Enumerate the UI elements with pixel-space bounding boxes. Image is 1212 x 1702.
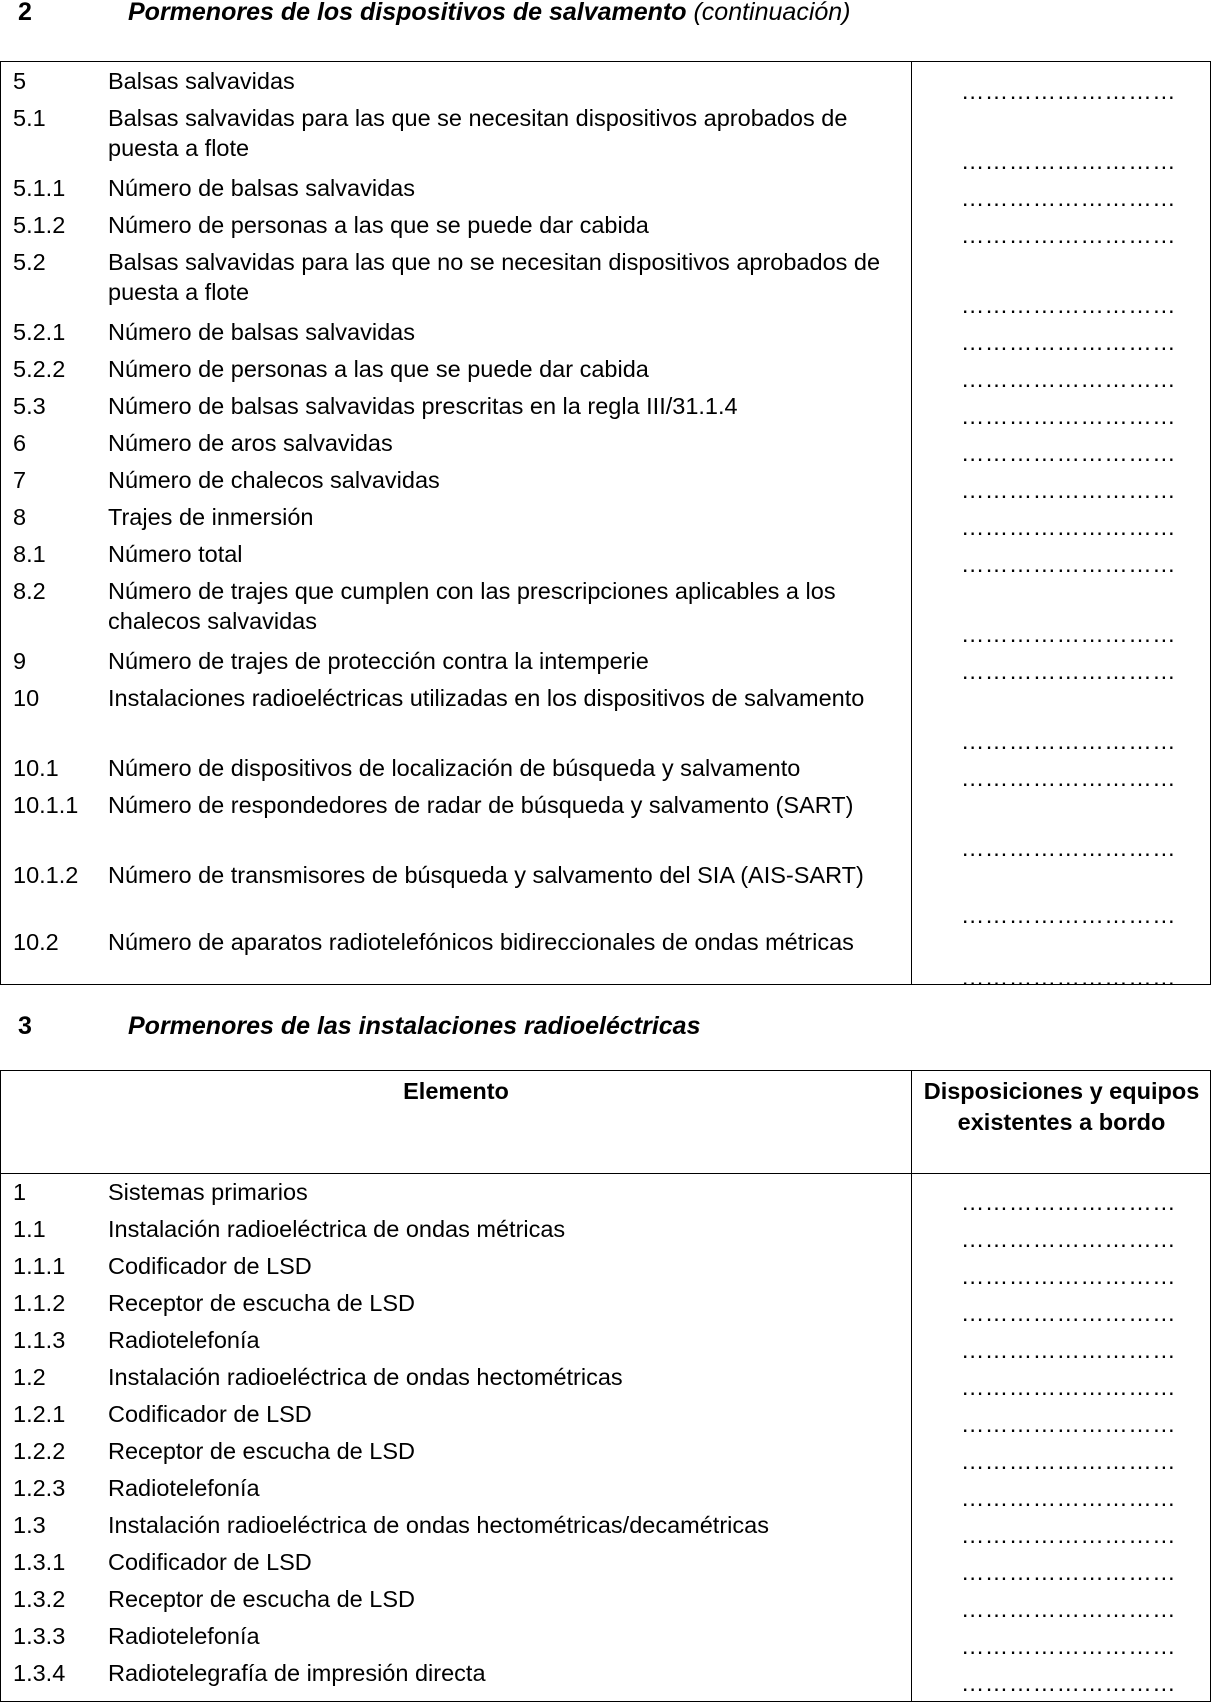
section-title-text: Pormenores de las instalaciones radioeléctricas	[128, 1012, 701, 1040]
row-label: Número de aros salvavidas	[108, 430, 393, 456]
row-value-blank: ………………………	[960, 1262, 1176, 1289]
row-label: Instalaciones radioeléctricas utilizadas en los dispositivos de salvamento	[108, 685, 865, 711]
table-row	[1, 861, 1210, 928]
row-value-blank: ………………………	[960, 1410, 1176, 1437]
row-number: 5.3	[13, 393, 46, 419]
section-title	[128, 0, 851, 27]
table-rows	[1, 1178, 1210, 1696]
table-row	[1, 211, 1210, 248]
row-label: Número de transmisores de búsqueda y salvamento del SIA (AIS-SART)	[108, 862, 864, 888]
row-value-blank: ………………………	[960, 727, 1176, 754]
table-row	[1, 392, 1210, 429]
row-value-blank: ………………………	[960, 1447, 1176, 1474]
row-label: Radiotelegrafía de impresión directa	[108, 1660, 486, 1686]
row-label: Balsas salvavidas para las que no se necesitan dispositivos aprobados de puesta a flote	[108, 249, 881, 305]
table-row	[1, 318, 1210, 355]
section-3-heading	[0, 1011, 1212, 1051]
row-label: Número de balsas salvavidas	[108, 175, 415, 201]
table-row	[1, 1622, 1210, 1659]
row-value-blank: ………………………	[960, 402, 1176, 429]
row-number: 1.1.3	[13, 1327, 66, 1353]
row-number: 5.1	[13, 105, 46, 131]
table-row	[1, 1326, 1210, 1363]
row-label: Receptor de escucha de LSD	[108, 1586, 415, 1612]
row-label: Número de dispositivos de localización de búsqueda y salvamento	[108, 755, 801, 781]
row-number: 10.1	[13, 755, 59, 781]
row-number: 10.1.2	[13, 862, 79, 888]
row-number: 9	[13, 648, 27, 674]
row-value-blank: ………………………	[960, 1336, 1176, 1363]
row-label: Número de aparatos radiotelefónicos bidireccionales de ondas métricas	[108, 929, 854, 955]
section-title-suffix: (continuación)	[693, 0, 851, 26]
table-row	[1, 577, 1210, 647]
table-row	[1, 791, 1210, 861]
row-value-blank: ………………………	[960, 328, 1176, 355]
row-label: Número de personas a las que se puede dar cabida	[108, 212, 649, 238]
table-row	[1, 1659, 1210, 1696]
row-number: 5.1.1	[13, 175, 66, 201]
row-value-blank: ………………………	[960, 1373, 1176, 1400]
section-number: 3	[18, 1012, 32, 1040]
row-number: 7	[13, 467, 27, 493]
row-label: Número de trajes que cumplen con las prescripciones aplicables a los chalecos salvavidas	[108, 578, 836, 634]
row-number: 5	[13, 68, 27, 94]
column-header-item: Elemento	[403, 1078, 509, 1104]
row-number: 8.1	[13, 541, 46, 567]
row-value-blank: ………………………	[960, 963, 1176, 990]
row-label: Balsas salvavidas para las que se necesitan dispositivos aprobados de puesta a flote	[108, 105, 848, 161]
row-value-blank: ………………………	[960, 476, 1176, 503]
row-value-blank: ………………………	[960, 834, 1176, 861]
row-label: Instalación radioeléctrica de ondas hectométricas	[108, 1364, 623, 1390]
row-number: 1.1	[13, 1216, 46, 1242]
table-row	[1, 1548, 1210, 1585]
row-value-blank: ………………………	[960, 221, 1176, 248]
row-label: Instalación radioeléctrica de ondas métricas	[108, 1216, 566, 1242]
table-row	[1, 1363, 1210, 1400]
row-value-blank: ………………………	[960, 184, 1176, 211]
row-label: Número total	[108, 541, 243, 567]
table-row	[1, 1178, 1210, 1215]
row-label: Radiotelefonía	[108, 1327, 260, 1353]
row-number: 5.2.1	[13, 319, 66, 345]
row-number: 1.2.2	[13, 1438, 66, 1464]
row-label: Trajes de inmersión	[108, 504, 314, 530]
row-number: 5.2	[13, 249, 46, 275]
table-row	[1, 1511, 1210, 1548]
row-number: 1.3.1	[13, 1549, 66, 1575]
table-row	[1, 429, 1210, 466]
table-row	[1, 67, 1210, 104]
row-number: 1	[13, 1179, 27, 1205]
table-row	[1, 355, 1210, 392]
row-label: Número de personas a las que se puede dar cabida	[108, 356, 649, 382]
table-row	[1, 1215, 1210, 1252]
row-label: Balsas salvavidas	[108, 68, 295, 94]
row-value-blank: ………………………	[960, 657, 1176, 684]
row-label: Receptor de escucha de LSD	[108, 1438, 415, 1464]
row-number: 1.2.3	[13, 1475, 66, 1501]
row-number: 1.3	[13, 1512, 46, 1538]
row-value-blank: ………………………	[960, 1595, 1176, 1622]
row-label: Número de balsas salvavidas prescritas en la regla III/31.1.4	[108, 393, 738, 419]
row-value-blank: ………………………	[960, 1188, 1176, 1215]
row-label: Codificador de LSD	[108, 1401, 312, 1427]
row-number: 1.3.2	[13, 1586, 66, 1612]
table-row	[1, 540, 1210, 577]
row-value-blank: ………………………	[960, 1299, 1176, 1326]
row-value-blank: ………………………	[960, 365, 1176, 392]
row-value-blank: ………………………	[960, 439, 1176, 466]
row-label: Receptor de escucha de LSD	[108, 1290, 415, 1316]
row-number: 5.1.2	[13, 212, 66, 238]
table-row	[1, 684, 1210, 754]
section-2-heading	[0, 0, 1212, 37]
row-label: Número de chalecos salvavidas	[108, 467, 440, 493]
row-number: 1.3.3	[13, 1623, 66, 1649]
row-value-blank: ………………………	[960, 77, 1176, 104]
lifesaving-appliances-table	[0, 61, 1211, 990]
row-value-blank: ………………………	[960, 764, 1176, 791]
row-label: Radiotelefonía	[108, 1475, 260, 1501]
row-value-blank: ………………………	[960, 1632, 1176, 1659]
row-number: 1.1.2	[13, 1290, 66, 1316]
row-value-blank: ………………………	[960, 1669, 1176, 1696]
table-row	[1, 503, 1210, 540]
row-number: 1.3.4	[13, 1660, 66, 1686]
section-title-text: Pormenores de los dispositivos de salvamento	[128, 0, 687, 26]
row-number: 8	[13, 504, 27, 530]
row-value-blank: ………………………	[960, 1484, 1176, 1511]
table-row	[1, 1437, 1210, 1474]
section-title	[128, 1011, 701, 1041]
row-number: 10.2	[13, 929, 59, 955]
row-number: 6	[13, 430, 27, 456]
row-value-blank: ………………………	[960, 1558, 1176, 1585]
row-number: 5.2.2	[13, 356, 66, 382]
row-label: Número de trajes de protección contra la intemperie	[108, 648, 649, 674]
row-value-blank: ………………………	[960, 291, 1176, 318]
table-header	[1, 1071, 1210, 1174]
row-number: 1.2	[13, 1364, 46, 1390]
row-value-blank: ………………………	[960, 620, 1176, 647]
row-value-blank: ………………………	[960, 1225, 1176, 1252]
row-value-blank: ………………………	[960, 550, 1176, 577]
table-row	[1, 1585, 1210, 1622]
row-value-blank: ………………………	[960, 901, 1176, 928]
row-label: Codificador de LSD	[108, 1253, 312, 1279]
column-header-status: Disposiciones y equipos existentes a bordo	[923, 1078, 1200, 1135]
row-label: Sistemas primarios	[108, 1179, 308, 1205]
row-number: 10	[13, 685, 40, 711]
table-row	[1, 174, 1210, 211]
row-value-blank: ………………………	[960, 513, 1176, 540]
radio-installations-table	[0, 1070, 1211, 1702]
table-row	[1, 1252, 1210, 1289]
table-row	[1, 1289, 1210, 1326]
table-row	[1, 466, 1210, 503]
row-number: 1.1.1	[13, 1253, 66, 1279]
row-label: Número de respondedores de radar de búsqueda y salvamento (SART)	[108, 792, 854, 818]
table-row	[1, 754, 1210, 791]
row-number: 10.1.1	[13, 792, 79, 818]
table-row	[1, 1474, 1210, 1511]
table-row	[1, 928, 1210, 990]
row-label: Radiotelefonía	[108, 1623, 260, 1649]
table-row	[1, 248, 1210, 318]
row-label: Instalación radioeléctrica de ondas hectométricas/decamétricas	[108, 1512, 769, 1538]
row-value-blank: ………………………	[960, 147, 1176, 174]
row-number: 8.2	[13, 578, 46, 604]
row-label: Codificador de LSD	[108, 1549, 312, 1575]
table-row	[1, 647, 1210, 684]
row-label: Número de balsas salvavidas	[108, 319, 415, 345]
table-rows	[1, 67, 1210, 990]
section-number: 2	[18, 0, 32, 26]
row-value-blank: ………………………	[960, 1521, 1176, 1548]
table-row	[1, 104, 1210, 174]
table-row	[1, 1400, 1210, 1437]
row-number: 1.2.1	[13, 1401, 66, 1427]
